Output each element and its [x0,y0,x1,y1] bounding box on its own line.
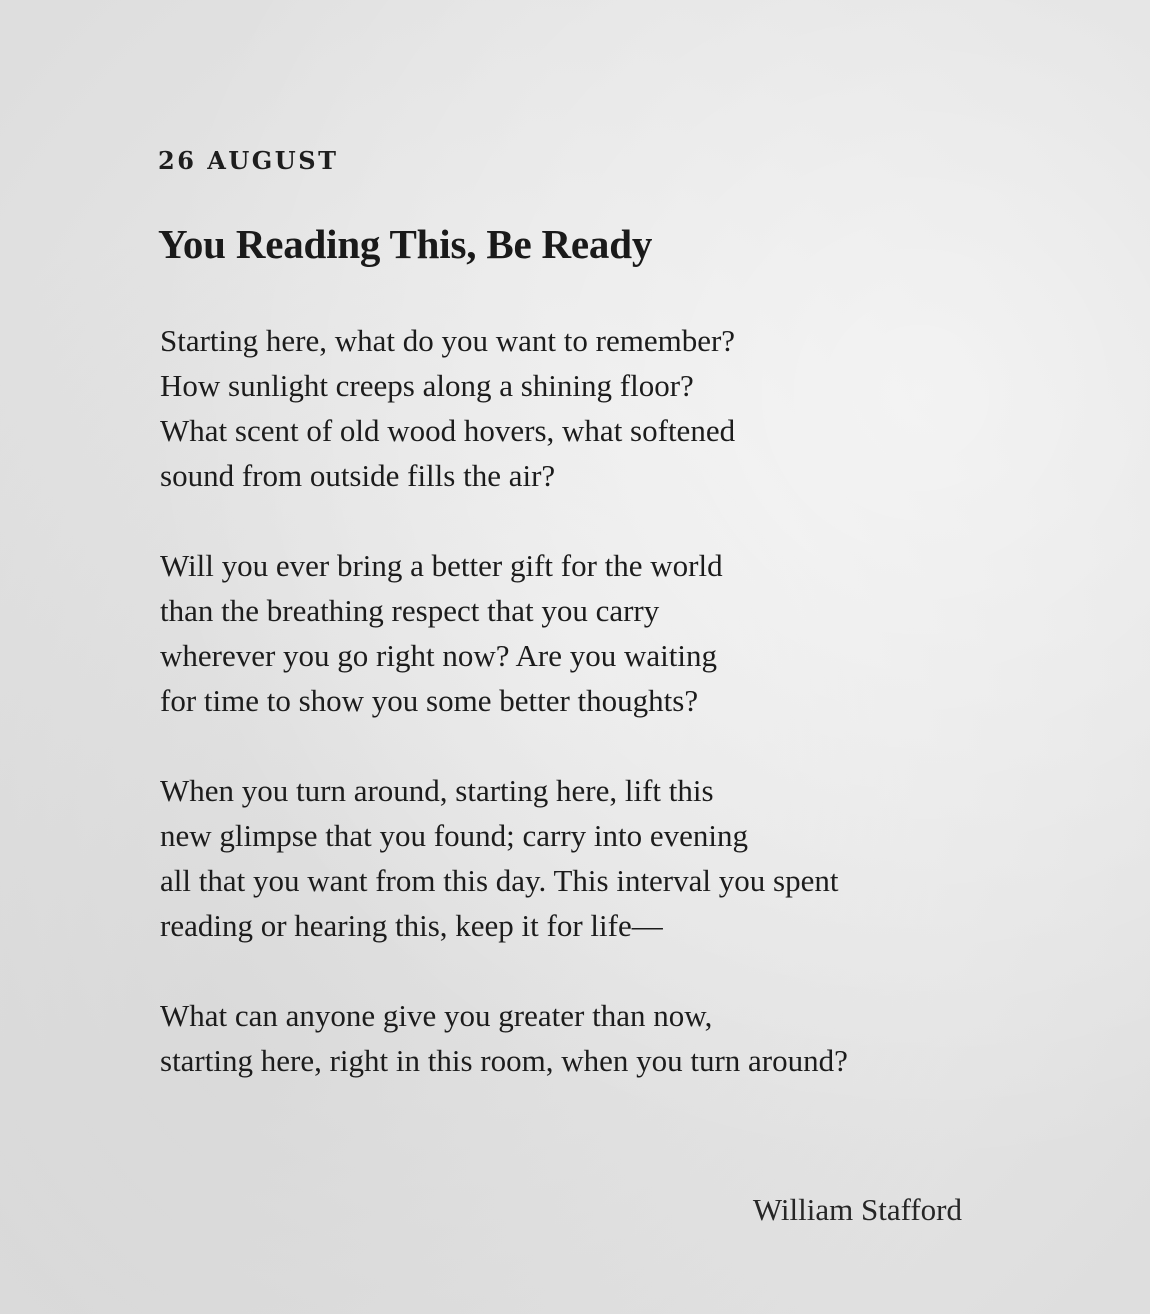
poem-line: starting here, right in this room, when you turn around? [160,1043,848,1078]
date-heading: 26 AUGUST [158,146,339,175]
poem-line: reading or hearing this, keep it for life— [160,908,663,943]
poem-line: for time to show you some better thoughts? [160,683,699,718]
poem-line: When you turn around, starting here, lift this [160,773,714,808]
poem-body [160,318,1060,1128]
poem-author: William Stafford [752,1192,962,1227]
poem-line: than the breathing respect that you carry [160,593,660,628]
poem-line: How sunlight creeps along a shining floor? [160,368,694,403]
poem-line: sound from outside fills the air? [160,458,556,493]
poem-line: Will you ever bring a better gift for the world [160,548,723,583]
poem-line: What can anyone give you greater than now, [160,998,713,1033]
poem-line: What scent of old wood hovers, what softened [160,413,736,448]
stanza-2 [160,543,1060,723]
poem-line: wherever you go right now? Are you waiting [160,638,718,673]
poem-line: all that you want from this day. This interval you spent [160,863,839,898]
poem-title: You Reading This, Be Ready [158,221,653,267]
poem-line: Starting here, what do you want to remember? [160,323,736,358]
stanza-4 [160,993,1060,1083]
poem-line: new glimpse that you found; carry into evening [160,818,749,853]
stanza-1 [160,318,1060,498]
stanza-3 [160,768,1060,948]
